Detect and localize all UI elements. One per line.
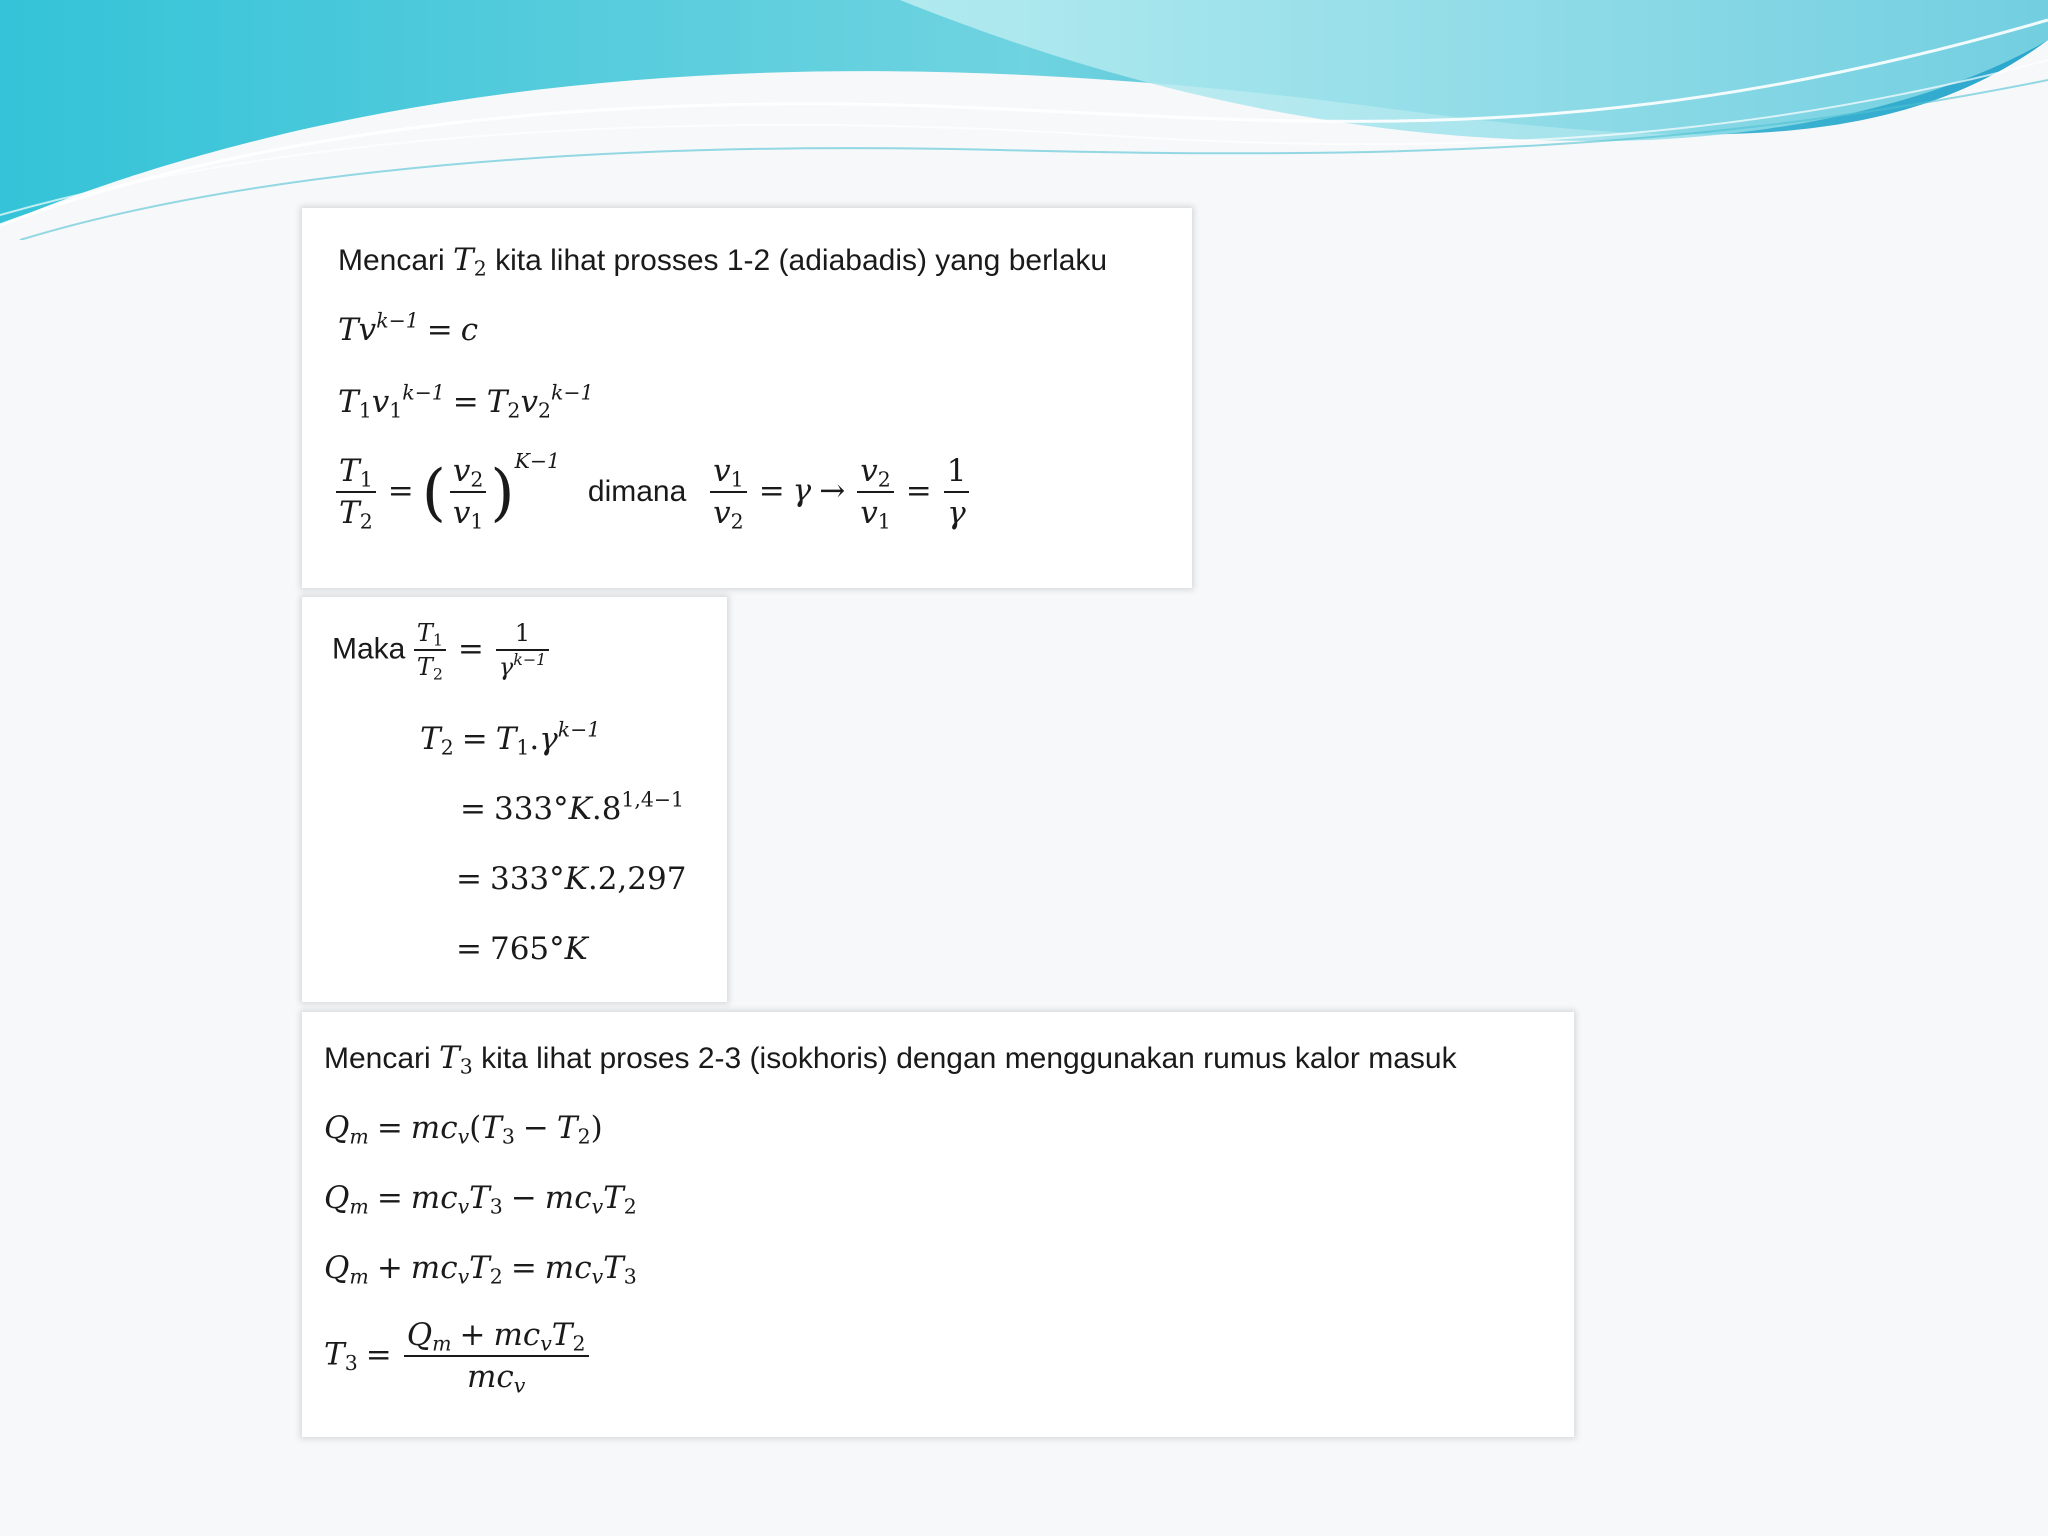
equation-t3-formula: $T_3$ = $\frac{Q_m + mc_vT_2}{mc_v}$ <box>324 1317 593 1395</box>
heading-text: Mencari <box>338 244 445 277</box>
isochoric-process-panel <box>302 1012 1574 1437</box>
heading-text: kita lihat prosses 1-2 (adiabadis) yang berlaku <box>495 244 1108 277</box>
dimana-label: dimana <box>587 474 687 508</box>
equation-heat-expanded: $Q_m = mc_vT_3 - mc_vT_2$ <box>324 1180 637 1219</box>
equation-t1v1-t2v2: $T_1v_1^{k-1} = T_2v_2^{k-1}$ <box>338 380 594 423</box>
equation-intermediate: = 333°K.2,297 <box>456 861 687 897</box>
maka-equation: Maka $\frac{T_1}{T_2}$ = $\frac{1}{\gamma^{k-1}}$ <box>332 619 553 681</box>
maka-label: Maka <box>332 632 406 666</box>
equation-substitution: = $333^\circ K.8^{1,4-1}$ <box>460 787 685 827</box>
heading-text: Mencari <box>324 1042 431 1075</box>
t2-calculation-panel <box>302 597 727 1002</box>
header-wave-decoration <box>0 0 2048 240</box>
heading-text: kita lihat proses 2-3 (isokhoris) dengan menggunakan rumus kalor masuk <box>481 1042 1457 1075</box>
panel3-heading: Mencari $T_3$ kita lihat proses 2-3 (isokhoris) dengan menggunakan rumus kalor masuk <box>324 1040 1457 1079</box>
panel1-heading: Mencari $T_2$ kita lihat prosses 1-2 (adiabadis) yang berlaku <box>338 242 1108 281</box>
equation-t2-formula: $T_2 = T_1.\gamma^{k-1}$ <box>420 717 601 760</box>
equation-temperature-ratio: $\frac{T_1}{T_2}$ = ( $\frac{v_2}{v_1}$ )$^{K-1}$ dimana $\frac{v_1}{v_2}$ = γ → $\frac{v_2}{v_1}$ = $\frac{1}{\gamma}$ <box>332 453 973 531</box>
adiabatic-process-panel <box>302 208 1192 588</box>
equation-tv-constant: $Tv^{k-1} = c$ <box>338 308 479 348</box>
equation-t2-result: = 765°K <box>456 931 588 967</box>
equation-heat-rearranged: $Q_m + mc_vT_2 = mc_vT_3$ <box>324 1250 637 1289</box>
equation-heat-in: $Q_m = mc_v(T_3 - T_2)$ <box>324 1110 603 1149</box>
